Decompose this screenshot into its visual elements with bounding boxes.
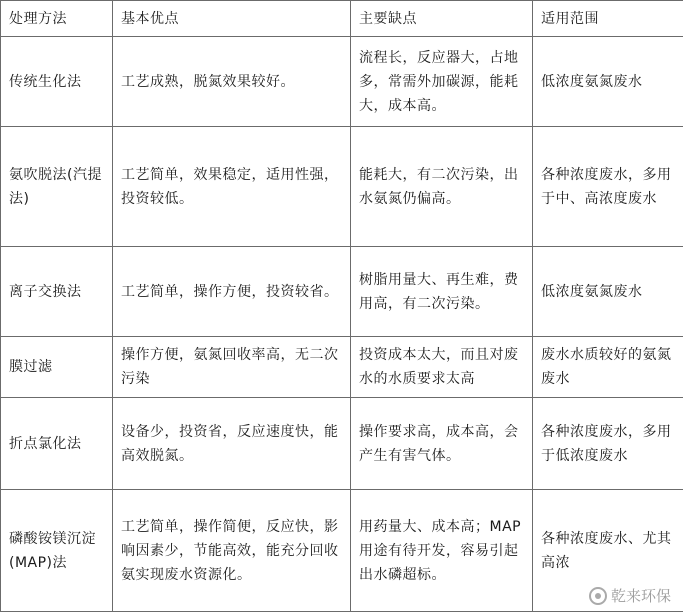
table-row [1,337,683,398]
table-row [1,490,683,612]
scope-cell: 各种浓度废水、尤其高浓 [533,490,683,612]
pros-cell: 操作方便，氨氮回收率高，无二次污染 [113,337,351,398]
scope-cell: 各种浓度废水，多用于低浓度废水 [533,398,683,490]
cons-cell: 流程长，反应器大，占地多，常需外加碳源，能耗大，成本高。 [351,37,533,127]
cons-cell: 用药量大、成本高；MAP用途有待开发，容易引起出水磷超标。 [351,490,533,612]
pros-cell: 工艺简单，效果稳定，适用性强，投资较低。 [113,127,351,247]
watermark-text: 乾来环保 [610,587,671,605]
cons-cell: 能耗大，有二次污染，出水氨氮仍偏高。 [351,127,533,247]
header-pros: 基本优点 [113,1,351,37]
scope-cell: 低浓度氨氮废水 [533,37,683,127]
cons-cell: 树脂用量大、再生难，费用高，有二次污染。 [351,247,533,337]
cons-cell: 投资成本太大，而且对废水的水质要求太高 [351,337,533,398]
table-row [1,247,683,337]
header-method: 处理方法 [1,1,113,37]
pros-cell: 工艺简单，操作方便，投资较省。 [113,247,351,337]
header-cons: 主要缺点 [351,1,533,37]
pros-cell: 工艺简单，操作简便，反应快，影响因素少，节能高效，能充分回收氨实现废水资源化。 [113,490,351,612]
pros-cell: 工艺成熟，脱氮效果较好。 [113,37,351,127]
table-row [1,127,683,247]
wechat-logo-icon [589,587,607,605]
header-row [1,1,683,37]
scope-cell: 废水水质较好的氨氮废水 [533,337,683,398]
pros-cell: 设备少，投资省，反应速度快，能高效脱氮。 [113,398,351,490]
method-cell: 膜过滤 [1,337,113,398]
scope-cell: 低浓度氨氮废水 [533,247,683,337]
method-cell: 传统生化法 [1,37,113,127]
watermark [589,585,671,606]
method-cell: 磷酸铵镁沉淀(MAP)法 [1,490,113,612]
method-cell: 离子交换法 [1,247,113,337]
scope-cell: 各种浓度废水，多用于中、高浓度废水 [533,127,683,247]
method-cell: 氨吹脱法(汽提法) [1,127,113,247]
method-cell: 折点氯化法 [1,398,113,490]
table-row [1,398,683,490]
table-row [1,37,683,127]
cons-cell: 操作要求高，成本高，会产生有害气体。 [351,398,533,490]
header-scope: 适用范围 [533,1,683,37]
